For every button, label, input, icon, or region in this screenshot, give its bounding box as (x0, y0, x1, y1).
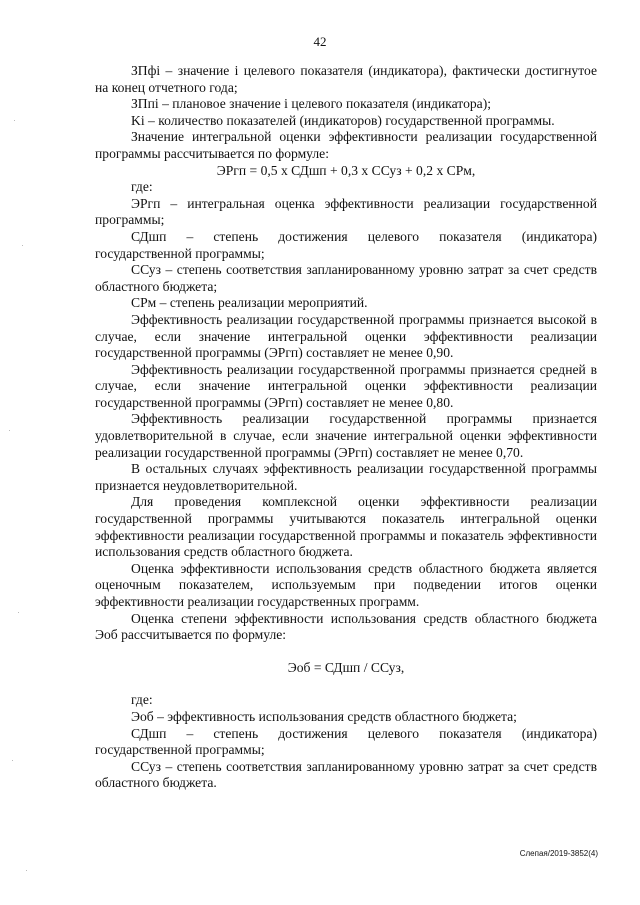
paragraph-eob-intro: Оценка степени эффективности использования средств областного бюджета Эоб рассчитывается по формуле: (95, 610, 597, 643)
scan-speck (14, 120, 15, 121)
paragraph-budget-assessment: Оценка эффективности использования средств областного бюджета является оценочным показателем, используемым при подведении итогов оценки эффективности реализации государственных программ. (95, 560, 597, 609)
paragraph-unsatisfactory: В остальных случаях эффективность реализации государственной программы признается неудовлетворительной. (95, 461, 597, 493)
paragraph-k-definition: Ki – количество показателей (индикаторов) государственной программы. (131, 112, 555, 128)
scan-speck (26, 870, 27, 871)
spacer (95, 644, 597, 660)
paragraph-integral-intro: Значение интегральной оценки эффективности реализации государственной программы рассчитывается по формуле: (95, 129, 597, 161)
paragraph-eob-definition: Эоб – эффективность использования средств областного бюджета; (131, 708, 517, 724)
scan-speck (12, 760, 13, 761)
paragraph-srm-definition: СРм – степень реализации мероприятий. (131, 295, 368, 311)
paragraph-satisfactory-efficiency: Эффективность реализации государственной программы признается удовлетворительной в случае, если значение интегральной оценки эффективности реализации государственной программы (ЭРгп) составляет не менее 0,70. (95, 411, 597, 460)
paragraph-zpf-definition: ЗПфi – значение i целевого показателя (индикатора), фактически достигнутое на конец отчетного года; (95, 63, 597, 95)
formula-integral: ЭРгп = 0,5 х СДшп + 0,3 х ССуз + 0,2 х СРм, (216, 162, 476, 178)
spacer (95, 676, 597, 692)
scan-speck (9, 430, 10, 431)
where-label-2: где: (131, 692, 153, 708)
paragraph-sdshp-definition-2: СДшп – степень достижения целевого показателя (индикатора) государственной программы; (95, 725, 597, 758)
document-body (95, 63, 597, 792)
scan-speck (18, 612, 19, 613)
paragraph-ssuz-definition: ССуз – степень соответствия запланированному уровню затрат за счет средств областного бюджета; (95, 262, 597, 294)
where-label: где: (131, 179, 153, 195)
paragraph-medium-efficiency: Эффективность реализации государственной программы признается средней в случае, если значение интегральной оценки эффективности реализации государственной программы (ЭРгп) составляет не менее 0,80. (95, 361, 597, 410)
formula-eob: Эоб = СДшп / ССуз, (287, 659, 405, 675)
document-footer-code: Слепая/2019-3852(4) (519, 849, 598, 858)
paragraph-high-efficiency: Эффективность реализации государственной программы признается высокой в случае, если значение интегральной оценки эффективности реализации государственной программы (ЭРгп) составляет не менее 0,90. (95, 311, 597, 361)
paragraph-complex-assessment: Для проведения комплексной оценки эффективности реализации государственной программы учитываются показатель интегральной оценки эффективности реализации государственной программы и показатель эффективности использования средств областного бюджета. (95, 494, 597, 560)
paragraph-ergp-definition: ЭРгп – интегральная оценка эффективности реализации государственной программы; (95, 195, 597, 228)
paragraph-zpp-definition: ЗПпi – плановое значение i целевого показателя (индикатора); (131, 96, 492, 112)
paragraph-sdshp-definition: СДшп – степень достижения целевого показателя (индикатора) государственной программы; (95, 228, 597, 261)
scan-speck (22, 245, 23, 246)
page-number: 42 (313, 34, 327, 49)
paragraph-ssuz-definition-2: ССуз – степень соответствия запланированному уровню затрат за счет средств областного бюджета. (95, 758, 597, 791)
